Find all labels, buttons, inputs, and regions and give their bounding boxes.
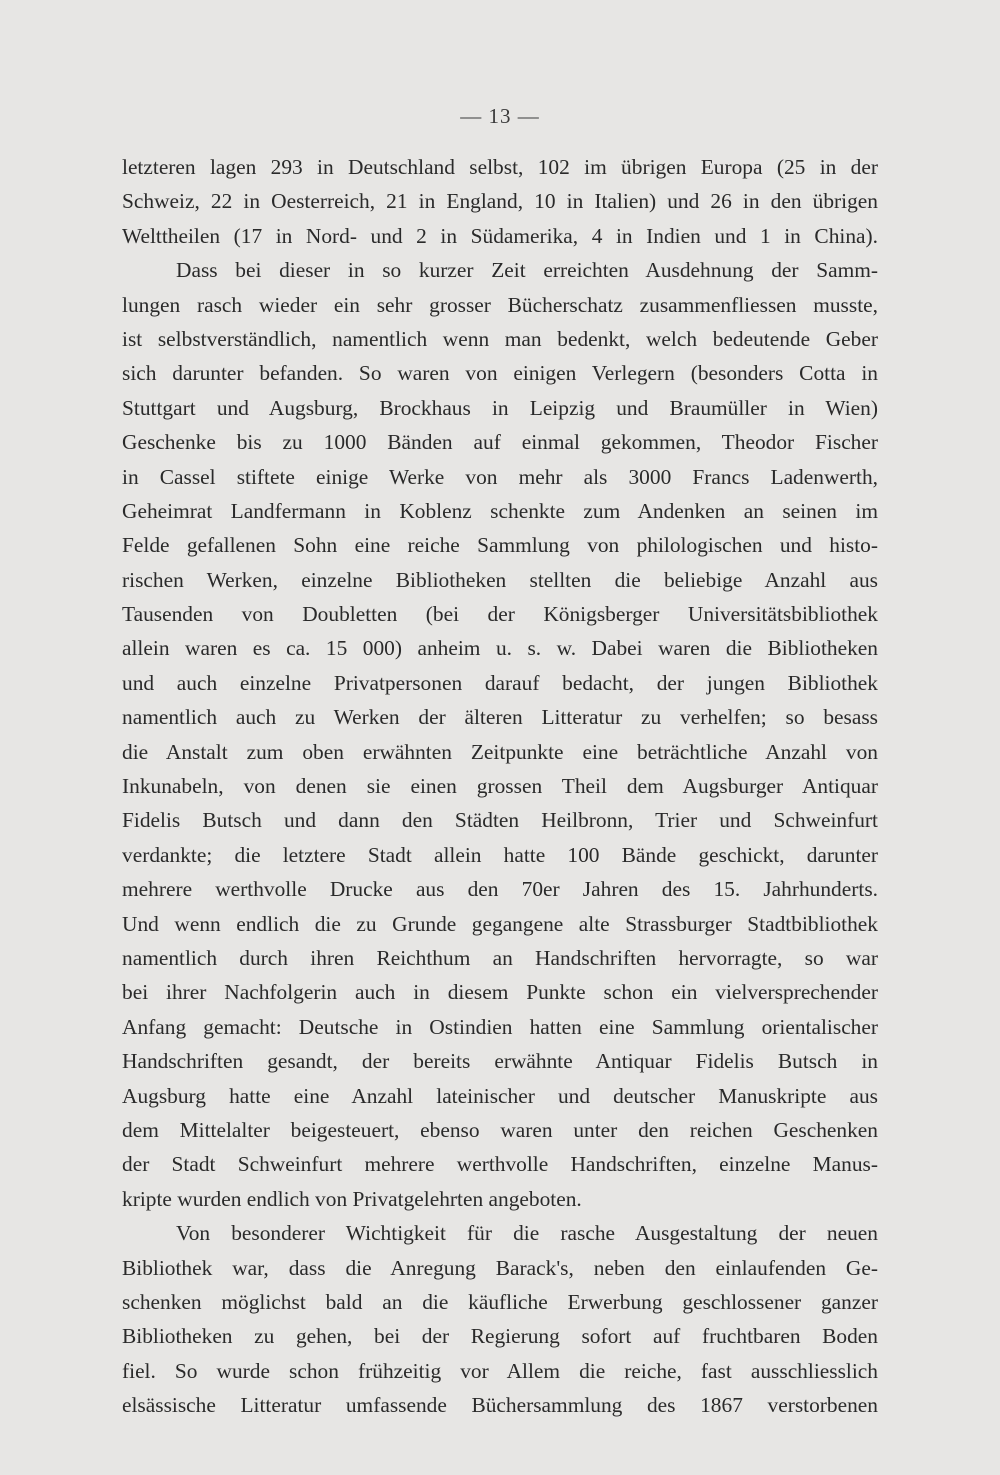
text-line: ist selbstverständlich, namentlich wenn man bedenkt, welch bedeutende Geber <box>122 326 878 351</box>
text-line: lungen rasch wieder ein sehr grosser Bücherschatz zusammenfliessen musste, <box>122 292 878 317</box>
text-line: namentlich durch ihren Reichthum an Handschriften hervorragte, so war <box>122 945 878 970</box>
text-line: Bibliotheken zu gehen, bei der Regierung sofort auf fruchtbaren Boden <box>122 1324 878 1349</box>
text-line: rischen Werken, einzelne Bibliotheken stellten die beliebige Anzahl aus <box>122 567 878 592</box>
text-line: Inkunabeln, von denen sie einen grossen Theil dem Augsburger Antiquar <box>122 774 878 799</box>
text-line: Dass bei dieser in so kurzer Zeit erreichten Ausdehnung der Samm- <box>176 258 878 283</box>
text-line: elsässische Litteratur umfassende Büchersammlung des 1867 verstorbenen <box>122 1393 878 1418</box>
text-line: die Anstalt zum oben erwähnten Zeitpunkte eine beträchtliche Anzahl von <box>122 739 878 764</box>
text-line: dem Mittelalter beigesteuert, ebenso waren unter den reichen Geschenken <box>122 1117 878 1142</box>
text-line: der Stadt Schweinfurt mehrere werthvolle Handschriften, einzelne Manus- <box>122 1152 878 1177</box>
text-line: bei ihrer Nachfolgerin auch in diesem Punkte schon ein vielversprechender <box>122 980 878 1005</box>
text-line: in Cassel stiftete einige Werke von mehr als 3000 Francs Ladenwerth, <box>122 464 878 489</box>
text-line: Schweiz, 22 in Oesterreich, 21 in England, 10 in Italien) und 26 in den übrigen <box>122 189 878 214</box>
text-line: Geschenke bis zu 1000 Bänden auf einmal gekommen, Theodor Fischer <box>122 430 878 455</box>
text-line: Bibliothek war, dass die Anregung Barack's, neben den einlaufenden Ge- <box>122 1255 878 1280</box>
page-number: — 13 — <box>460 104 540 128</box>
text-line: fiel. So wurde schon frühzeitig vor Allem die reiche, fast ausschliesslich <box>122 1358 878 1383</box>
text-line: sich darunter befanden. So waren von einigen Verlegern (besonders Cotta in <box>122 361 878 386</box>
text-line: und auch einzelne Privatpersonen darauf bedacht, der jungen Bibliothek <box>122 670 878 695</box>
text-line: mehrere werthvolle Drucke aus den 70er Jahren des 15. Jahrhunderts. <box>122 877 878 902</box>
text-line: schenken möglichst bald an die käufliche Erwerbung geschlossener ganzer <box>122 1289 878 1314</box>
text-line: Handschriften gesandt, der bereits erwähnte Antiquar Fidelis Butsch in <box>122 1049 878 1074</box>
text-line: Von besonderer Wichtigkeit für die rasche Ausgestaltung der neuen <box>176 1221 878 1246</box>
body-text <box>122 150 878 1422</box>
text-line: Und wenn endlich die zu Grunde gegangene alte Strassburger Stadtbibliothek <box>122 911 878 936</box>
text-line: kripte wurden endlich von Privatgelehrten angeboten. <box>122 1186 582 1211</box>
text-line: Augsburg hatte eine Anzahl lateinischer und deutscher Manuskripte aus <box>122 1083 878 1108</box>
text-line: namentlich auch zu Werken der älteren Litteratur zu verhelfen; so besass <box>122 705 878 730</box>
text-line: letzteren lagen 293 in Deutschland selbst, 102 im übrigen Europa (25 in der <box>122 155 878 179</box>
text-line: Felde gefallenen Sohn eine reiche Sammlung von philologischen und histo- <box>122 533 878 558</box>
text-line: Tausenden von Doubletten (bei der Königsberger Universitätsbibliothek <box>122 602 878 627</box>
text-line: allein waren es ca. 15 000) anheim u. s. w. Dabei waren die Bibliotheken <box>122 636 878 661</box>
text-line: Stuttgart und Augsburg, Brockhaus in Leipzig und Braumüller in Wien) <box>122 395 878 420</box>
text-line: Anfang gemacht: Deutsche in Ostindien hatten eine Sammlung orientalischer <box>122 1014 878 1039</box>
text-line: Geheimrat Landfermann in Koblenz schenkte zum Andenken an seinen im <box>122 498 878 523</box>
text-line: verdankte; die letztere Stadt allein hatte 100 Bände geschickt, darunter <box>122 842 878 867</box>
text-line: Welttheilen (17 in Nord- und 2 in Südamerika, 4 in Indien und 1 in China). <box>122 223 878 248</box>
text-line: Fidelis Butsch und dann den Städten Heilbronn, Trier und Schweinfurt <box>122 808 878 833</box>
